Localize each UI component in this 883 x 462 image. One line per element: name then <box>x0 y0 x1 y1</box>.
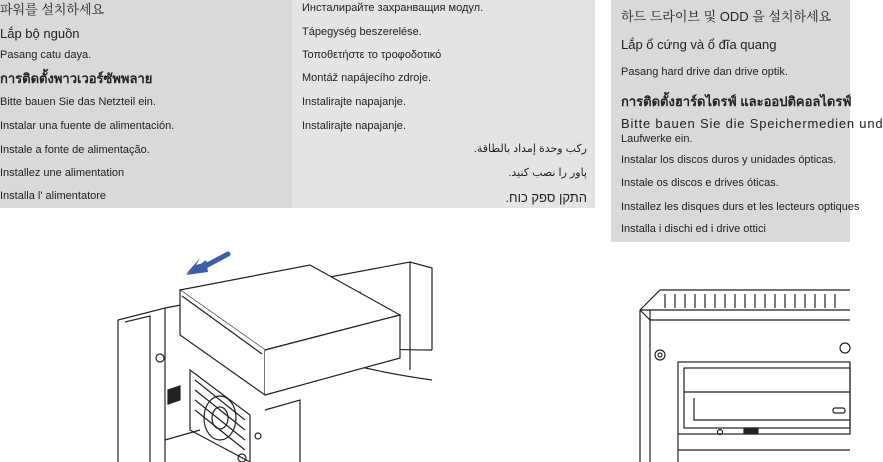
drive-instruction-german-1: Bitte bauen Sie die Speichermedien und <box>621 116 883 131</box>
drive-instructions-panel <box>611 0 883 242</box>
drive-instruction-portuguese: Instale os discos e drives óticas. <box>621 177 779 189</box>
instruction-serbian: Instalirajte napajanje. <box>302 120 406 132</box>
drive-instruction-italian: Installa i dischi ed i drive ottici <box>621 223 766 235</box>
instruction-german: Bitte bauen Sie das Netzteil ein. <box>0 96 156 108</box>
instruction-thai: การติดตั้งพาวเวอร์ซัพพลาย <box>0 71 153 86</box>
drive-instruction-german-2: Laufwerke ein. <box>621 133 693 145</box>
drive-instruction-french: Installez les disques durs et les lecteurs optiques <box>621 201 860 213</box>
instruction-vietnamese: Lắp bộ nguồn <box>0 26 80 41</box>
drive-instruction-indonesian: Pasang hard drive dan drive optik. <box>621 66 788 78</box>
psu-instructions-panel-2 <box>292 0 595 208</box>
instruction-bulgarian: Инсталирайте захранващия модул. <box>302 2 484 14</box>
instruction-french: Installez une alimentation <box>0 167 125 179</box>
psu-installation-illustration <box>0 240 600 462</box>
psu-instructions-panel <box>0 0 292 208</box>
instruction-greek: Τοποθετήστε το τροφοδοτικό <box>302 49 442 61</box>
instruction-hungarian: Tápegység beszerelése. <box>302 26 422 38</box>
drive-instruction-korean: 하드 드라이브 및 ODD 을 설치하세요 <box>621 9 832 24</box>
drive-installation-illustration <box>620 280 850 462</box>
instruction-korean: 파워를 설치하세요 <box>0 2 105 17</box>
instruction-spanish: Instalar una fuente de alimentación. <box>0 120 175 132</box>
instruction-croatian: Instalirajte napajanje. <box>302 96 406 108</box>
instruction-czech: Montáž napájecího zdroje. <box>302 72 432 84</box>
instruction-italian: Installa l' alimentatore <box>0 190 107 202</box>
drive-instruction-spanish: Instalar los discos duros y unidades ópticas. <box>621 154 837 166</box>
instruction-indonesian: Pasang catu daya. <box>0 49 92 61</box>
instruction-persian: پاور را نصب کنید. <box>508 167 587 179</box>
drive-instruction-thai: การติดตั้งฮาร์ดไดรฟ์ และออปติคอลไดรฟ์ <box>621 94 852 109</box>
instruction-portuguese: Instale a fonte de alimentação. <box>0 144 150 156</box>
drive-instruction-vietnamese: Lắp ổ cứng và ổ đĩa quang <box>621 37 777 52</box>
instruction-arabic: ركب وحدة إمداد بالطاقة. <box>473 143 587 155</box>
instruction-hebrew: התקן ספק כוח. <box>505 190 587 205</box>
